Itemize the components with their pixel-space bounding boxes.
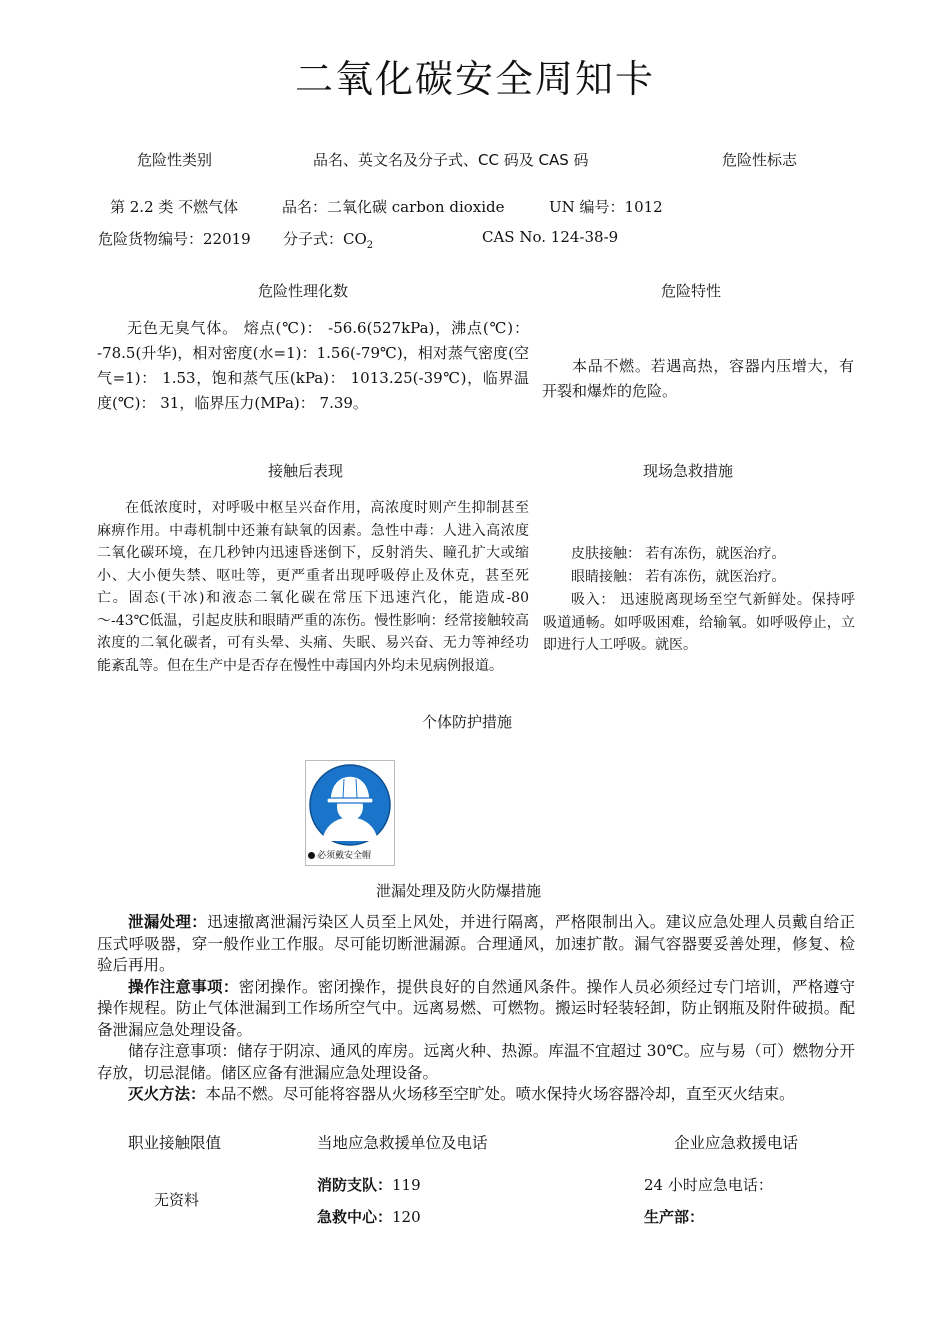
leak-fire-section: [97, 912, 855, 1106]
header-hazard-properties: 危险特性: [661, 282, 722, 300]
oel-value: 无资料: [154, 1191, 200, 1209]
cargo-number: 危险货物编号：22019: [98, 230, 251, 248]
header-hazard-sign: 危险性标志: [722, 151, 798, 169]
leak-handling: 泄漏处理：迅速撤离泄漏污染区人员至上风处，并进行隔离，严格限制出入。建议应急处理人员戴自给正压式呼吸器，穿一般作业工作服。尽可能切断泄漏源。合理通风，加速扩散。漏气容器要妥善处理，修复、检验后再用。: [97, 913, 855, 974]
product-name-value: 品名：二氧化碳 carbon dioxide: [282, 198, 505, 216]
first-aid-eye: 眼睛接触： 若有冻伤，就医治疗。: [571, 569, 786, 585]
helmet-sign: [305, 760, 395, 866]
fire-brigade-contact: 消防支队：119: [317, 1176, 421, 1194]
ambulance-contact: 急救中心：120: [317, 1208, 421, 1226]
header-leak-fire: 泄漏处理及防火防爆措施: [376, 882, 542, 900]
fire-fighting: 灭火方法：本品不燃。尽可能将容器从火场移至空旷处。喷水保持火场容器冷却，直至灭火结束。: [128, 1085, 795, 1103]
header-physchem: 危险性理化数: [258, 282, 349, 300]
production-dept-label: 生产部：: [644, 1208, 705, 1226]
bullet-icon: [308, 852, 315, 859]
un-number: UN 编号：1012: [549, 198, 663, 216]
header-exposure: 接触后表现: [268, 462, 344, 480]
first-aid-skin: 皮肤接触： 若有冻伤，就医治疗。: [571, 546, 786, 562]
header-ppe: 个体防护措施: [422, 713, 513, 731]
header-product-name: 品名、英文名及分子式、CC 码及 CAS 码: [313, 151, 589, 169]
header-local-emergency: 当地应急救援单位及电话: [317, 1134, 488, 1152]
header-first-aid: 现场急救措施: [643, 462, 734, 480]
hazard-properties-text: 本品不燃。若遇高热，容器内压增大，有开裂和爆炸的危险。: [542, 357, 854, 400]
first-aid-inhale: 吸入： 迅速脱离现场至空气新鲜处。保持呼吸道通畅。如呼吸困难，给输氧。如呼吸停止，立即进行人工呼吸。就医。: [543, 592, 855, 653]
operation-notes: 操作注意事项：密闭操作。密闭操作，提供良好的自然通风条件。操作人员必须经过专门培训，严格遵守操作规程。防止气体泄漏到工作场所空气中。远离易燃、可燃物。搬运时轻装轻卸，防止钢瓶及附件破损。配备泄漏应急处理设备。: [97, 977, 855, 1039]
header-hazard-class: 危险性类别: [137, 151, 213, 169]
helmet-icon: [306, 761, 394, 849]
header-company-emergency: 企业应急救援电话: [674, 1134, 799, 1152]
helmet-sign-caption: 必须戴安全帽: [308, 850, 392, 863]
exposure-text: 在低浓度时，对呼吸中枢呈兴奋作用，高浓度时则产生抑制甚至麻痹作用。中毒机制中还兼有缺氧的因素。急性中毒：人进入高浓度二氧化碳环境，在几秒钟内迅速昏迷倒下，反射消失、瞳孔扩大或缩小、大小便失禁、呕吐等，更严重者出现呼吸停止及休克，甚至死亡。固态(干冰)和液态二氧化碳在常压下迅速汽化，能造成-80～-43℃低温，引起皮肤和眼睛严重的冻伤。慢性影响：经常接触较高浓度的二氧化碳者，可有头晕、头痛、失眠、易兴奋、无力等神经功能紊乱等。但在生产中是否存在慢性中毒国内外均未见病例报道。: [97, 500, 529, 674]
page-title: 二氧化碳安全周知卡: [294, 57, 655, 101]
storage-notes: 储存注意事项：储存于阴凉、通风的库房。远离火种、热源。库温不宜超过 30℃。应与易（可）燃物分开存放，切忌混储。储区应备有泄漏应急处理设备。: [97, 1042, 855, 1082]
physchem-text: 无色无臭气体。 熔点(℃)： -56.6(527kPa)，沸点(℃)： -78.5(升华)，相对密度(水=1)：1.56(-79℃)，相对蒸气密度(空气=1)： 1.53，饱和蒸气压(kPa)： 1013.25(-39℃)，临界温度(℃)： 31，临界压力(MPa)： 7.39。: [97, 319, 529, 412]
hazard-class-value: 第 2.2 类 不燃气体: [110, 198, 239, 216]
molecular-formula: 分子式：$CO_2$: [283, 230, 374, 251]
hotline-label: 24 小时应急电话：: [644, 1176, 773, 1194]
header-oel: 职业接触限值: [128, 1134, 222, 1152]
cas-number: CAS No. 124-38-9: [482, 228, 619, 246]
